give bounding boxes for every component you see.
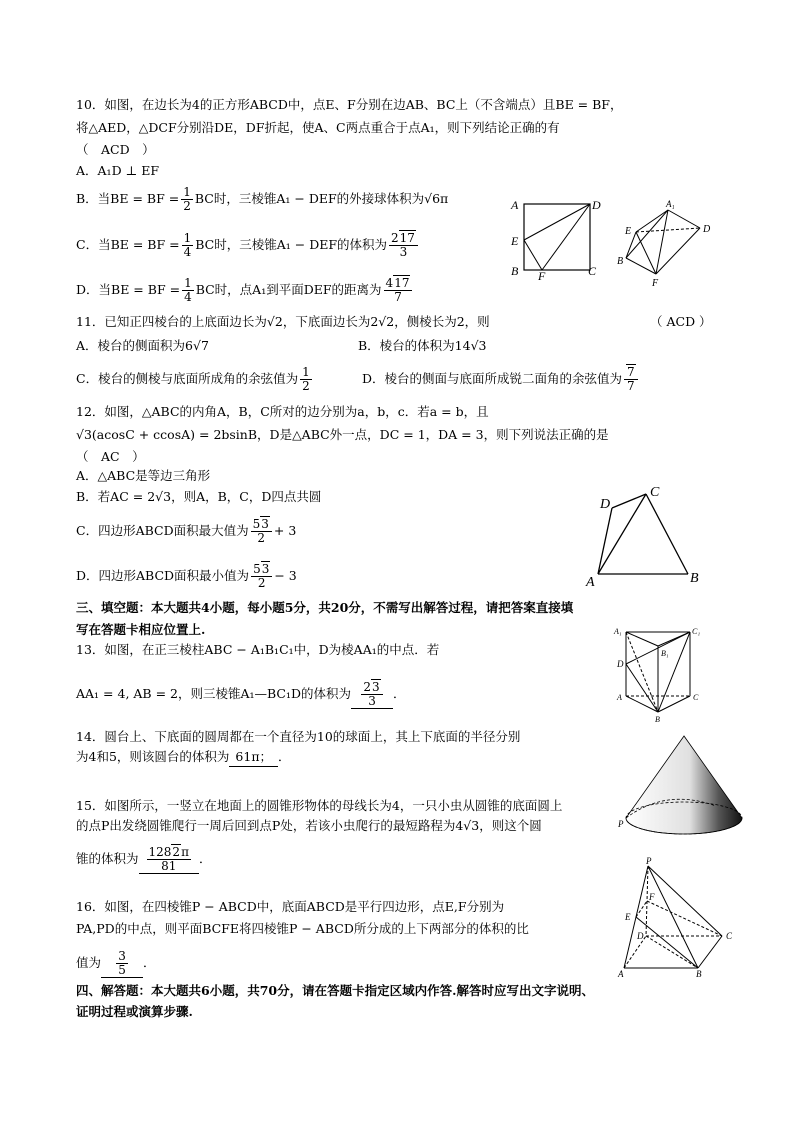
q16-stem-line2: PA,PD的中点，则平面BCFE将四棱锥P − ABCD所分成的上下两部分的体积的比 bbox=[76, 921, 529, 936]
folded-figure bbox=[614, 196, 724, 290]
q10-option-d: D．当BE = BF = $\frac{1}{4}$ BC时，点A₁到平面DEF的距离为 $\frac{417}{7}$ bbox=[76, 277, 414, 304]
q13-stem-line1: 13．如图，在正三棱柱ABC − A₁B₁C₁中，D为棱AA₁的中点．若 bbox=[76, 642, 440, 657]
q14-stem-line2: 为4和5，则该圆台的体积为 61π； ． bbox=[76, 748, 291, 767]
triangle-figure bbox=[580, 482, 710, 590]
q14-stem-line1: 14．圆台上、下底面的圆周都在一个直径为10的球面上，其上下底面的半径分别 bbox=[76, 729, 521, 744]
q15-answer: $\frac{1282\pi}{81}$ bbox=[139, 846, 199, 874]
q15-stem-line1: 15．如图所示，一竖立在地面上的圆锥形物体的母线长为4，一只小虫从圆锥的底面圆上 bbox=[76, 798, 563, 813]
q10-option-b: B．当BE = BF = $\frac{1}{2}$ BC时，三棱锥A₁ − DEF的外接球体积为√6π bbox=[76, 185, 449, 213]
q11-option-d: D．棱台的侧面与底面所成锐二面角的余弦值为 $\frac{7}{7}$ bbox=[362, 366, 640, 393]
fig-label: B₁ bbox=[661, 649, 669, 658]
fig-label: B bbox=[655, 715, 660, 724]
q12-answer: （ AC ） bbox=[76, 449, 145, 464]
pyramid-figure bbox=[614, 856, 740, 980]
fig-label: D bbox=[637, 931, 644, 941]
fig-label: A bbox=[618, 969, 624, 979]
q11-answer: （ ACD ） bbox=[650, 314, 712, 329]
q12-option-b: B．若AC = 2√3，则A，B，C，D四点共圆 bbox=[76, 489, 322, 504]
fig-label: C bbox=[693, 693, 699, 702]
q10-option-c: C．当BE = BF = $\frac{1}{4}$ BC时，三棱锥A₁ − DEF的体积为 $\frac{217}{3}$ bbox=[76, 232, 420, 259]
fig-label: P bbox=[646, 856, 652, 866]
fig-label: F bbox=[649, 892, 655, 902]
fig-label: A₁ bbox=[614, 627, 622, 636]
q13-answer: $\frac{23}{3}$ bbox=[351, 681, 393, 709]
q12-option-a: A．△ABC是等边三角形 bbox=[76, 468, 211, 483]
q14-answer: 61π； bbox=[229, 748, 278, 767]
q16-answer: $\frac{3}{5}$ bbox=[101, 950, 143, 978]
q12-stem-line2: √3(acosC + ccosA) = 2bsinB，D是△ABC外一点，DC = 1，DA = 3，则下列说法正确的是 bbox=[76, 427, 609, 442]
prism-figure bbox=[610, 624, 706, 724]
fig-label: B bbox=[617, 256, 624, 267]
q13-stem-line2: AA₁ = 4, AB = 2，则三棱锥A₁—BC₁D的体积为 $\frac{23}{3}$ ． bbox=[76, 680, 406, 708]
fig-label: A bbox=[586, 575, 595, 590]
fig-label: A bbox=[617, 693, 622, 702]
fig-label: A₁ bbox=[666, 199, 675, 209]
square-figure bbox=[508, 196, 608, 280]
q10-option-a: A．A₁D ⊥ EF bbox=[76, 163, 160, 178]
section3-heading-line1: 三、填空题：本大题共4小题，每小题5分，共20分，不需写出解答过程，请把答案直接填 bbox=[76, 600, 574, 615]
q11-stem: 11．已知正四棱台的上底面边长为√2，下底面边长为2√2，侧棱长为2，则 bbox=[76, 314, 490, 329]
fig-label: B bbox=[511, 264, 519, 278]
fig-label: C bbox=[650, 485, 660, 500]
q10-stem-line1: 10．如图，在边长为4的正方形ABCD中，点E、F分别在边AB、BC上（不含端点）且BE = BF， bbox=[76, 97, 623, 112]
fig-label: D bbox=[617, 659, 624, 669]
fig-label: F bbox=[538, 269, 546, 280]
fig-label: E bbox=[625, 912, 631, 922]
q12-option-c: C．四边形ABCD面积最大值为 $\frac{53}{2}$ + 3 bbox=[76, 517, 297, 545]
q11-option-b: B．棱台的体积为14√3 bbox=[358, 338, 487, 353]
fig-label: B bbox=[690, 571, 699, 586]
section3-heading-line2: 写在答题卡相应位置上. bbox=[76, 622, 206, 637]
fig-label: F bbox=[652, 278, 659, 289]
q16-stem-line3: 值为 $\frac{3}{5}$ ． bbox=[76, 949, 156, 977]
fig-label: E bbox=[511, 234, 519, 248]
fig-label: P bbox=[618, 819, 624, 829]
q16-stem-line1: 16．如图，在四棱锥P − ABCD中，底面ABCD是平行四边形，点E,F分别为 bbox=[76, 899, 505, 914]
q10-stem-line2: 将△AED，△DCF分别沿DE，DF折起，使A、C两点重合于点A₁，则下列结论正确的有 bbox=[76, 120, 560, 135]
fig-label: A bbox=[511, 198, 519, 212]
fig-label: C bbox=[726, 931, 733, 941]
q15-stem-line2: 的点P出发绕圆锥爬行一周后回到点P处，若该小虫爬行的最短路程为4√3，则这个圆 bbox=[76, 818, 542, 833]
fig-label: E bbox=[625, 226, 632, 237]
fig-label: C bbox=[588, 264, 597, 278]
fig-label: B bbox=[696, 969, 702, 979]
q15-stem-line3: 锥的体积为 $\frac{1282\pi}{81}$ ． bbox=[76, 845, 212, 873]
section4-heading-line2: 证明过程或演算步骤. bbox=[76, 1004, 193, 1019]
q11-option-a: A．棱台的侧面积为6√7 bbox=[76, 338, 209, 353]
fig-label: D bbox=[703, 224, 711, 235]
cone-figure bbox=[616, 730, 746, 840]
q11-option-c: C．棱台的侧棱与底面所成角的余弦值为 $\frac{1}{2}$ bbox=[76, 365, 310, 393]
q12-option-d: D．四边形ABCD面积最小值为 $\frac{53}{2}$ − 3 bbox=[76, 562, 297, 590]
section4-heading-line1: 四、解答题：本大题共6小题，共70分，请在答题卡指定区域内作答.解答时应写出文字说明、 bbox=[76, 983, 594, 998]
q10-answer: （ ACD ） bbox=[76, 142, 155, 157]
fig-label: C₁ bbox=[692, 627, 701, 636]
fig-label: D bbox=[600, 497, 611, 512]
fig-label: D bbox=[592, 198, 601, 212]
q12-stem-line1: 12．如图，△ABC的内角A，B，C所对的边分别为a，b，c．若a = b，且 bbox=[76, 404, 489, 419]
